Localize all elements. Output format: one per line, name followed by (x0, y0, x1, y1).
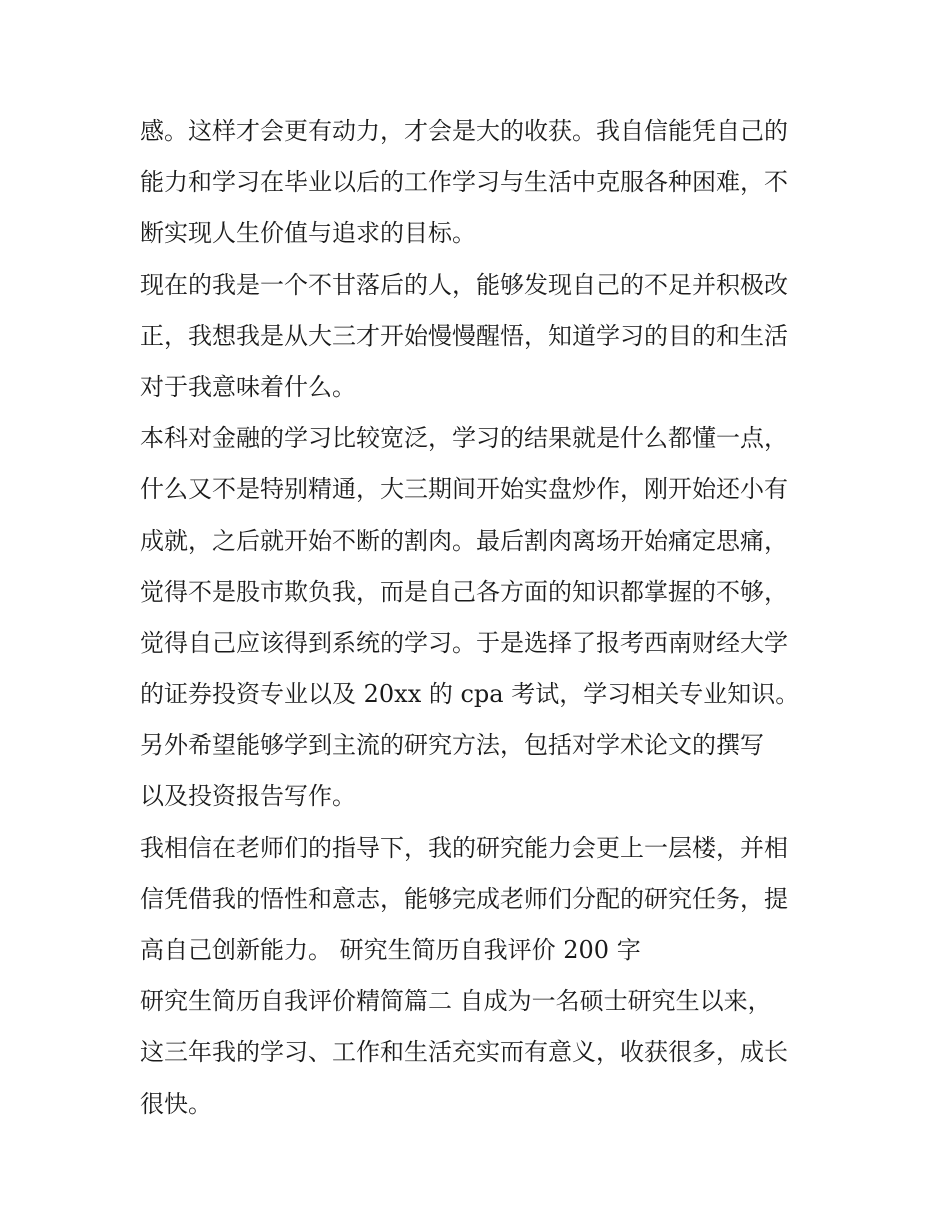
text-line: 高自己创新能力。 研究生简历自我评价 200 字 (140, 936, 641, 964)
text-line: 现在的我是一个不甘落后的人，能够发现自己的不足并积极改 (140, 270, 788, 299)
text-line: 以及投资报告写作。 (140, 782, 356, 811)
text-line: 我相信在老师们的指导下，我的研究能力会更上一层楼，并相 (140, 833, 788, 862)
text-line: 成就，之后就开始不断的割肉。最后割肉离场开始痛定思痛， (140, 526, 788, 555)
text-line: 能力和学习在毕业以后的工作学习与生活中克服各种困难，不 (140, 168, 788, 197)
text-line: 的证券投资专业以及 20xx 的 cpa 考试，学习相关专业知识。 (140, 680, 800, 709)
text-line: 对于我意味着什么。 (140, 372, 356, 401)
text-line: 感。这样才会更有动力，才会是大的收获。我自信能凭自己的 (140, 117, 788, 145)
text-line: 另外希望能够学到主流的研究方法，包括对学术论文的撰写 (140, 731, 764, 760)
text-line: 正，我想我是从大三才开始慢慢醒悟，知道学习的目的和生活 (140, 321, 788, 350)
text-line: 很快。 (140, 1089, 212, 1118)
text-line: 研究生简历自我评价精简篇二 自成为一名硕士研究生以来， (140, 987, 772, 1016)
text-line: 什么又不是特别精通，大三期间开始实盘炒作，刚开始还小有 (140, 475, 788, 504)
text-line: 断实现人生价值与追求的目标。 (140, 219, 476, 248)
document-body (140, 108, 820, 1132)
text-line: 觉得自己应该得到系统的学习。于是选择了报考西南财经大学 (140, 628, 788, 657)
text-line: 这三年我的学习、工作和生活充实而有意义，收获很多，成长 (140, 1038, 788, 1067)
text-line: 觉得不是股市欺负我，而是自己各方面的知识都掌握的不够， (140, 577, 788, 606)
text-line: 本科对金融的学习比较宽泛，学习的结果就是什么都懂一点， (140, 424, 788, 453)
text-line: 信凭借我的悟性和意志，能够完成老师们分配的研究任务，提 (140, 884, 788, 913)
